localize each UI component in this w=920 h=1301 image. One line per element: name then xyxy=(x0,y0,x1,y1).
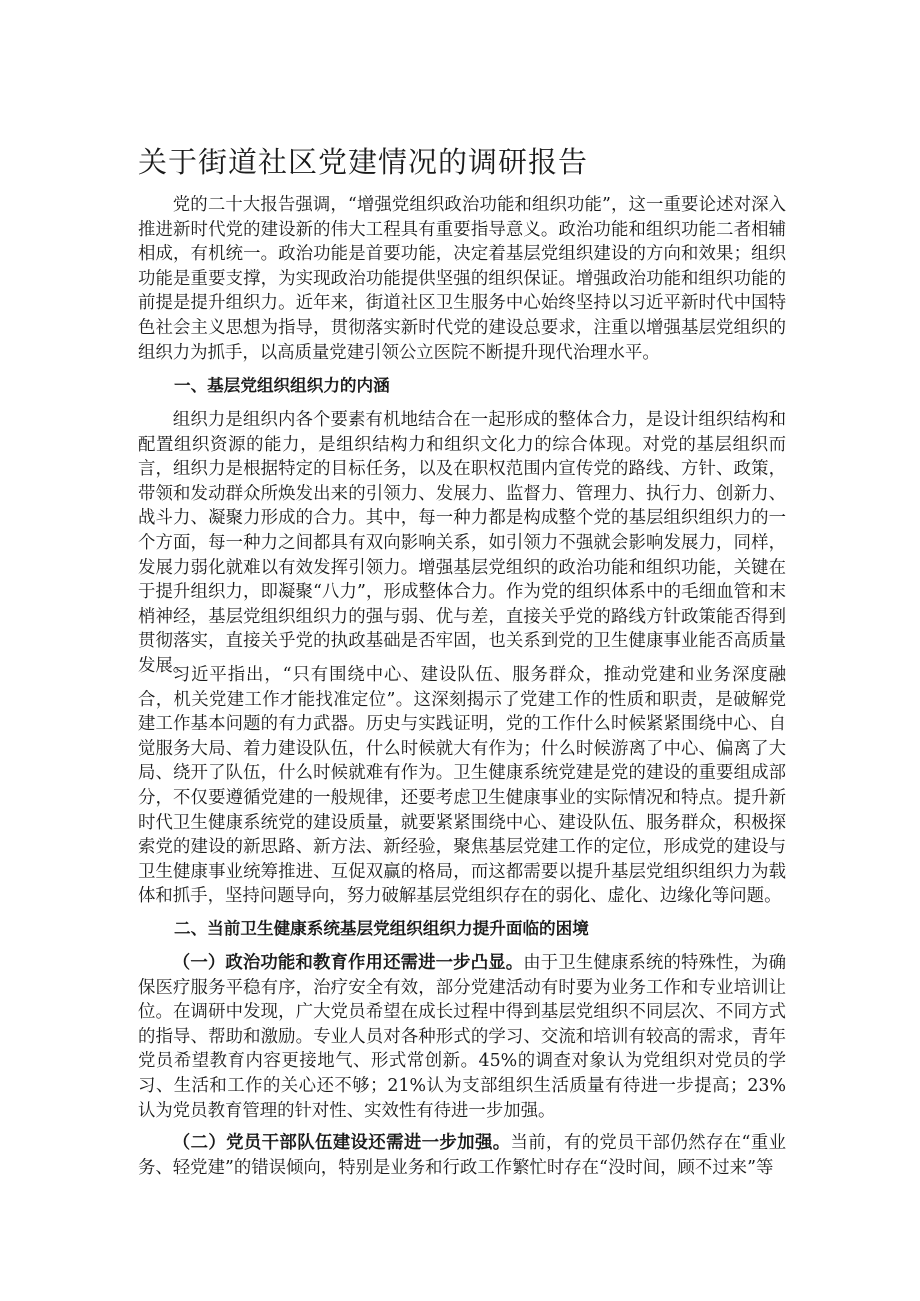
document-title: 关于街道社区党建情况的调研报告 xyxy=(138,145,589,179)
paragraph-body-cadre-team: 当前，有的党员干部仍然存在“重业务、轻党建”的错误倾向，特别是业务和行政工作繁忙时存在“没时间，顾不过来”等 xyxy=(138,1133,786,1178)
paragraph-intro: 党的二十大报告强调，“增强党组织政治功能和组织功能”，这一重要论述对深入推进新时代党的建设新的伟大工程具有重要指导意义。政治功能和组织功能二者相辅相成，有机统一。政治功能是首要功能，决定着基层党组织建设的方向和效果；组织功能是重要支撑，为实现政治功能提供坚强的组织保证。增强政治功能和组织功能的前提是提升组织力。近年来，街道社区卫生服务中心始终坚持以习近平新时代中国特色社会主义思想为指导，贯彻落实新时代党的建设总要求，注重以增强基层党组织的组织力为抓手，以高质量党建引领公立医院不断提升现代治理水平。 xyxy=(138,195,786,363)
paragraph-political-function xyxy=(138,951,786,1123)
paragraph-body-political-function: 由于卫生健康系统的特殊性，为确保医疗服务平稳有序，治疗安全有效，部分党建活动有时要为业务工作和专业培训让位。在调研中发现，广大党员希望在成长过程中得到基层党组织不同层次、不同方式的指导、帮助和激励。专业人员对各种形式的学习、交流和培训有较高的需求，青年党员希望教育内容更接地气、形式常创新。45%的调查对象认为党组织对党员的学习、生活和工作的关心还不够；21%认为支部组织生活质量有待进一步提高；23%认为党员教育管理的针对性、实效性有待进一步加强。 xyxy=(138,953,786,1121)
paragraph-cadre-team xyxy=(138,1131,786,1180)
paragraph-lead-political-function: （一）政治功能和教育作用还需进一步凸显。 xyxy=(172,953,524,973)
paragraph-lead-cadre-team: （二）党员干部队伍建设还需进一步加强。 xyxy=(172,1133,511,1153)
section-heading-1: 一、基层党组织组织力的内涵 xyxy=(174,376,390,395)
paragraph-organizational-capacity: 组织力是组织内各个要素有机地结合在一起形成的整体合力，是设计组织结构和配置组织资源的能力，是组织结构力和组织文化力的综合体现。对党的基层组织而言，组织力是根据特定的目标任务，以及在职权范围内宣传党的路线、方针、政策，带领和发动群众所焕发出来的引领力、发展力、监督力、管理力、执行力、创新力、战斗力、凝聚力形成的合力。其中，每一种力都是构成整个党的基层组织组织力的一个方面，每一种力之间都具有双向影响关系，如引领力不强就会影响发展力，同样，发展力弱化就难以有效发挥引领力。增强基层党组织的政治功能和组织功能，关键在于提升组织力，即凝聚“八力”，形成整体合力。作为党的组织体系中的毛细血管和末梢神经，基层党组织组织力的强与弱、优与差，直接关乎党的路线方针政策能否得到贯彻落实，直接关乎党的执政基础是否牢固，也关系到党的卫生健康事业能否高质量发展。 xyxy=(138,410,786,676)
section-heading-2: 二、当前卫生健康系统基层党组织组织力提升面临的困境 xyxy=(174,919,589,938)
paragraph-party-building-role: 习近平指出，“只有围绕中心、建设队伍、服务群众，推动党建和业务深度融合，机关党建工作才能找准定位”。这深刻揭示了党建工作的性质和职责，是破解党建工作基本问题的有力武器。历史与实践证明，党的工作什么时候紧紧围绕中心、自觉服务大局、着力建设队伍，什么时候就大有作为；什么时候游离了中心、偏离了大局、绕开了队伍，什么时候就难有作为。卫生健康系统党建是党的建设的重要组成部分，不仅要遵循党建的一般规律，还要考虑卫生健康事业的实际情况和特点。提升新时代卫生健康系统党的建设质量，就要紧紧围绕中心、建设队伍、服务群众，积极探索党的建设的新思路、新方法、新经验，聚焦基层党建工作的定位，形成党的建设与卫生健康事业统筹推进、互促双赢的格局，而这都需要以提升基层党组织组织力为载体和抓手，坚持问题导向，努力破解基层党组织存在的弱化、虚化、边缘化等问题。 xyxy=(138,665,786,907)
